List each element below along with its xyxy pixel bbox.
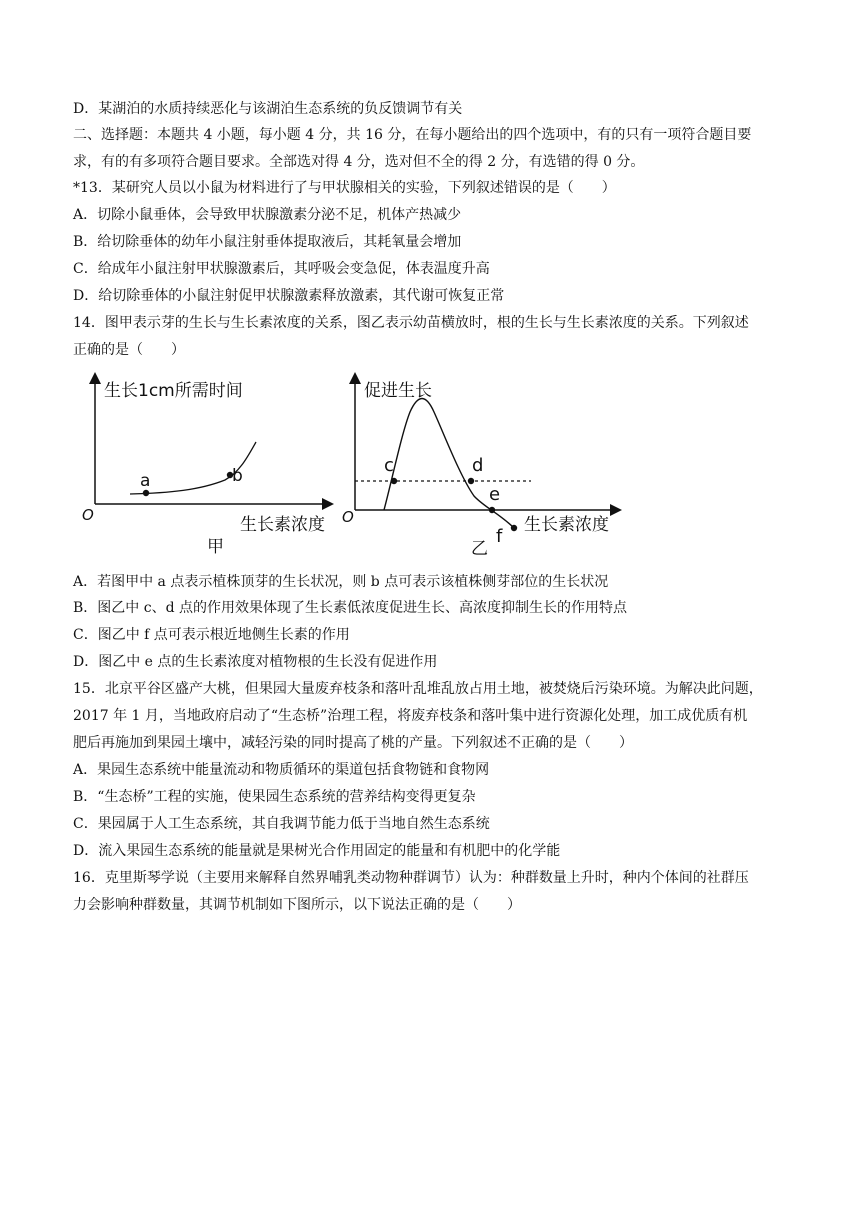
figure-jia (80, 372, 340, 562)
point-c (391, 478, 397, 484)
y-axis-label: 生长1cm所需时间 (104, 381, 243, 401)
text-line: D．图乙中 e 点的生长素浓度对植物根的生长没有促进作用 (73, 654, 438, 670)
origin-label: O (82, 506, 94, 524)
point-a-label: a (140, 471, 151, 491)
text-line: A．切除小鼠垂体，会导致甲状腺激素分泌不足，机体产热减少 (73, 207, 462, 223)
text-line: C．果园属于人工生态系统，其自我调节能力低于当地自然生态系统 (73, 816, 490, 832)
text-line: 二、选择题：本题共 4 小题，每小题 4 分，共 16 分，在每小题给出的四个选项中，有的只有一项符合题目要 (73, 127, 752, 143)
point-f-label: f (496, 526, 503, 547)
text-line: 力会影响种群数量，其调节机制如下图所示，以下说法正确的是（ ） (73, 897, 521, 913)
origin-label: O (342, 508, 354, 526)
text-line: *13．某研究人员以小鼠为材料进行了与甲状腺相关的实验，下列叙述错误的是（ ） (73, 180, 616, 196)
text-line: 求，有的有多项符合题目要求。全部选对得 4 分，选对但不全的得 2 分，有选错的得 0 分。 (73, 154, 645, 170)
text-line: 肥后再施加到果园土壤中，减轻污染的同时提高了桃的产量。下列叙述不正确的是（ ） (73, 735, 633, 751)
figure-caption-jia: 甲 (207, 537, 224, 557)
y-axis-label: 促进生长 (364, 381, 432, 401)
point-b-label: b (232, 466, 243, 486)
text-line: D．流入果园生态系统的能量就是果树光合作用固定的能量和有机肥中的化学能 (73, 843, 561, 859)
point-d-label: d (472, 455, 484, 476)
text-line: 正确的是（ ） (73, 342, 185, 358)
text-line: 16．克里斯琴学说（主要用来解释自然界哺乳类动物种群调节）认为：种群数量上升时，种内个体间的社群压 (73, 870, 749, 886)
text-line: C．给成年小鼠注射甲状腺激素后，其呼吸会变急促，体表温度升高 (73, 261, 490, 277)
point-c-label: c (384, 455, 394, 476)
text-line: D．给切除垂体的小鼠注射促甲状腺激素释放激素，其代谢可恢复正常 (73, 288, 505, 304)
point-d (468, 478, 474, 484)
figure-yi (338, 372, 628, 582)
text-line: B．图乙中 c、d 点的作用效果体现了生长素低浓度促进生长、高浓度抑制生长的作用特点 (73, 600, 627, 616)
text-line: A．若图甲中 a 点表示植株顶芽的生长状况，则 b 点可表示该植株侧芽部位的生长状况 (73, 574, 609, 590)
text-line: A．果园生态系统中能量流动和物质循环的渠道包括食物链和食物网 (73, 762, 490, 778)
text-line: 15．北京平谷区盛产大桃，但果园大量废弃枝条和落叶乱堆乱放占用土地，被焚烧后污染环境。为解决此问题， (73, 681, 763, 697)
text-line: C．图乙中 f 点可表示根近地侧生长素的作用 (73, 627, 350, 643)
point-e-label: e (489, 484, 501, 505)
text-line: 2017 年 1 月，当地政府启动了“生态桥”治理工程，将废弃枝条和落叶集中进行资源化处理，加工成优质有机 (73, 708, 748, 724)
text-line: B．给切除垂体的幼年小鼠注射垂体提取液后，其耗氧量会增加 (73, 234, 462, 250)
text-line: B．“生态桥”工程的实施，使果园生态系统的营养结构变得更复杂 (73, 789, 476, 805)
text-line: D．某湖泊的水质持续恶化与该湖泊生态系统的负反馈调节有关 (73, 101, 463, 117)
point-f (511, 525, 517, 531)
x-axis-label: 生长素浓度 (240, 515, 325, 535)
text-line: 14．图甲表示芽的生长与生长素浓度的关系，图乙表示幼苗横放时，根的生长与生长素浓度的关系。下列叙述 (73, 315, 749, 331)
x-axis-label: 生长素浓度 (524, 515, 609, 535)
point-e (489, 507, 495, 513)
figure-caption-yi: 乙 (471, 539, 488, 559)
